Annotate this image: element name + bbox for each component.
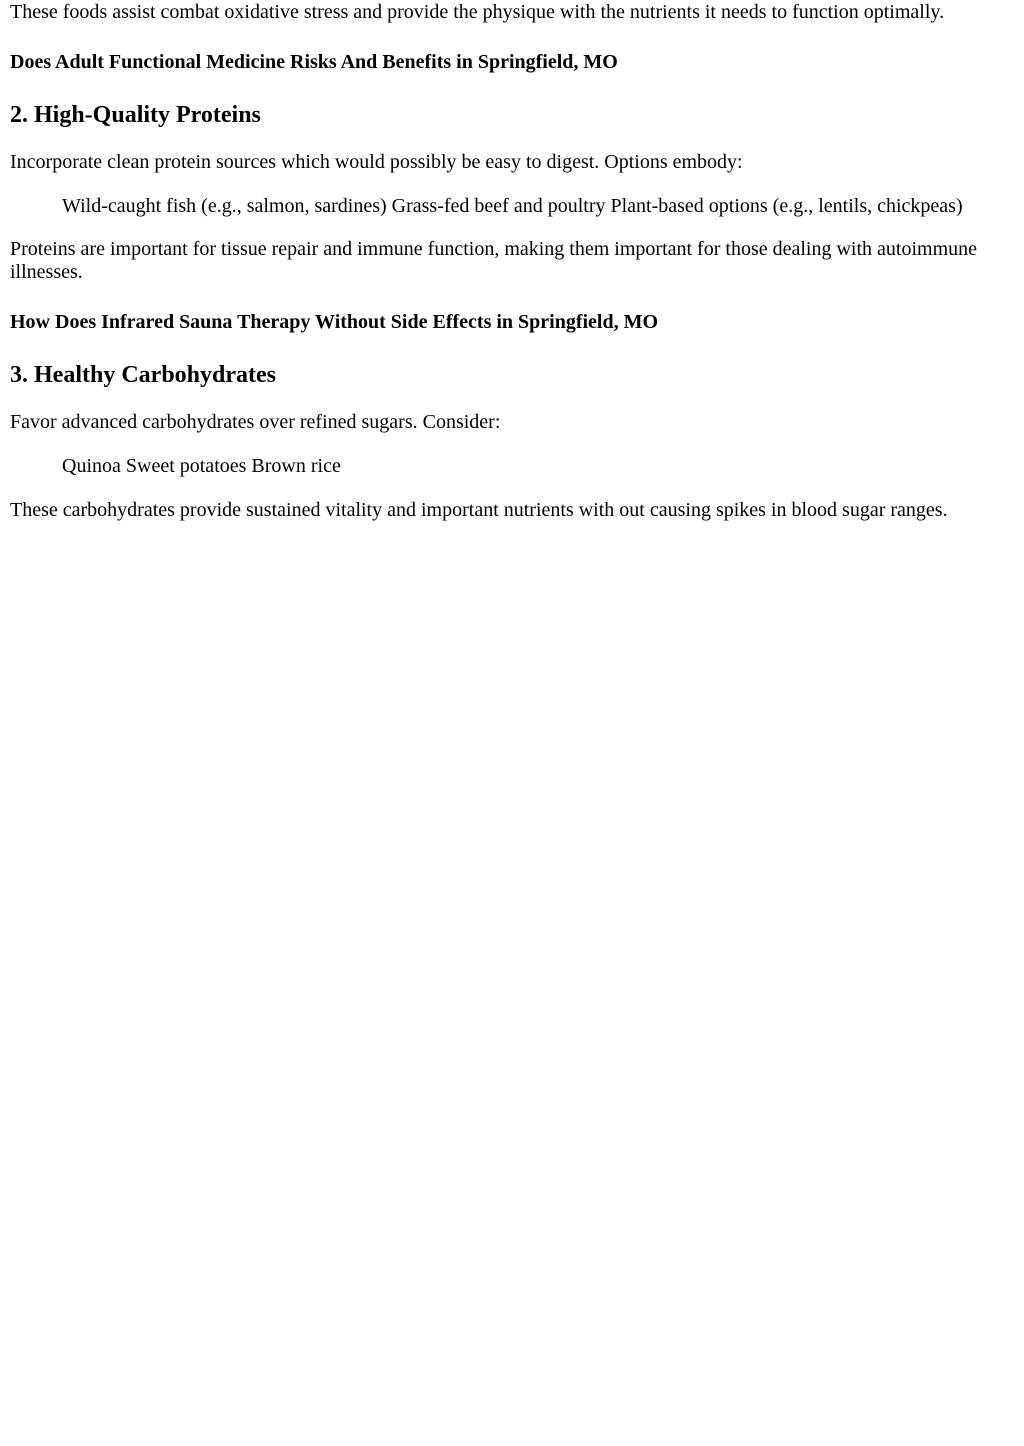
- proteins-lead-paragraph: Incorporate clean protein sources which would possibly be easy to digest. Options embody:: [10, 151, 743, 173]
- proteins-examples-block: Wild-caught fish (e.g., salmon, sardines) Grass-fed beef and poultry Plant-based options (e.g., lentils, chickpeas): [62, 195, 963, 217]
- article-link-heading-1[interactable]: Does Adult Functional Medicine Risks And Benefits in Springfield, MO: [10, 51, 618, 73]
- document-body: [0, 0, 1024, 522]
- proteins-closing-paragraph: Proteins are important for tissue repair and immune function, making them important for those dealing with autoimmune illnesses.: [10, 238, 978, 283]
- carbohydrates-closing-paragraph: These carbohydrates provide sustained vitality and important nutrients with out causing spikes in blood sugar ranges.: [10, 499, 948, 521]
- section-heading-proteins: 2. High-Quality Proteins: [10, 102, 261, 128]
- article-link-heading-2[interactable]: How Does Infrared Sauna Therapy Without Side Effects in Springfield, MO: [10, 311, 659, 333]
- carbohydrates-examples-block: Quinoa Sweet potatoes Brown rice: [62, 455, 341, 477]
- carbohydrates-lead-paragraph: Favor advanced carbohydrates over refined sugars. Consider:: [10, 411, 501, 433]
- section-heading-carbohydrates: 3. Healthy Carbohydrates: [10, 362, 276, 388]
- intro-paragraph: These foods assist combat oxidative stress and provide the physique with the nutrients it needs to function optimally.: [10, 1, 945, 23]
